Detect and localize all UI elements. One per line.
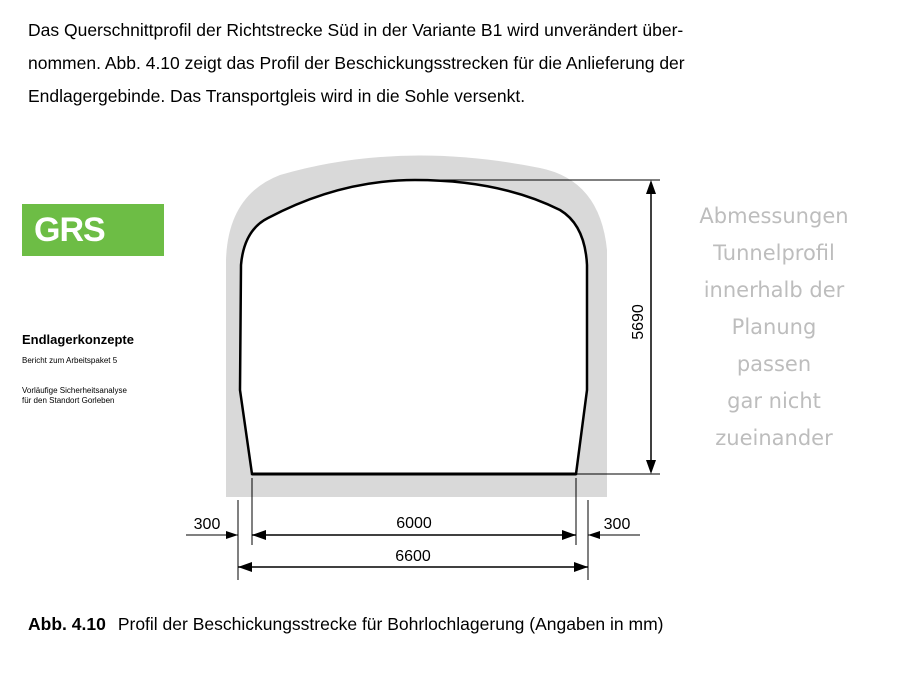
- inner-width-arrow-right: [562, 530, 576, 540]
- paragraph-line-1: Das Querschnittprofil der Richtstrecke Süd in der Variante B1 wird unverändert über-: [28, 20, 684, 40]
- overlay-note: [688, 198, 860, 457]
- doc-cover-description-line-2: für den Standort Gorleben: [22, 396, 115, 405]
- paragraph-line-2: nommen. Abb. 4.10 zeigt das Profil der Beschickungsstrecken für die Anlieferung der: [28, 53, 685, 73]
- overlay-note-line: Tunnelprofil: [713, 241, 835, 265]
- outer-width-label: 6600: [395, 548, 431, 565]
- figure-caption: [28, 614, 664, 635]
- left-offset-label: 300: [193, 516, 221, 533]
- outer-width-arrow-left: [238, 562, 252, 572]
- doc-cover-subtitle: Bericht zum Arbeitspaket 5: [22, 356, 118, 365]
- height-arrow-bottom: [646, 460, 656, 474]
- overlay-note-line: Planung: [731, 315, 817, 339]
- right-offset-label: 300: [603, 516, 631, 533]
- right-offset-arrow: [588, 531, 600, 539]
- height-dimension-label: 5690: [630, 304, 647, 340]
- overlay-note-line: innerhalb der: [703, 278, 845, 302]
- height-arrow-top: [646, 180, 656, 194]
- paragraph-line-3: Endlagergebinde. Das Transportgleis wird in die Sohle versenkt.: [28, 86, 526, 106]
- overlay-note-line: passen: [736, 352, 812, 376]
- outer-width-arrow-right: [574, 562, 588, 572]
- figure-caption-label: Abb. 4.10: [28, 614, 106, 634]
- overlay-note-line: gar nicht: [727, 389, 821, 413]
- overlay-note-line: Abmessungen: [699, 204, 849, 228]
- grs-logo: GRS: [22, 204, 164, 256]
- figure-caption-text: Profil der Beschickungsstrecke für Bohrlochlagerung (Angaben in mm): [117, 614, 664, 634]
- tunnel-inner-profile: [240, 180, 587, 474]
- left-offset-arrow: [226, 531, 238, 539]
- inner-width-label: 6000: [396, 515, 432, 532]
- overlay-note-line: zueinander: [715, 426, 833, 450]
- inner-width-arrow-left: [252, 530, 266, 540]
- doc-cover-title: Endlagerkonzepte: [22, 332, 134, 347]
- doc-cover-description-line-1: Vorläufige Sicherheitsanalyse: [22, 386, 127, 395]
